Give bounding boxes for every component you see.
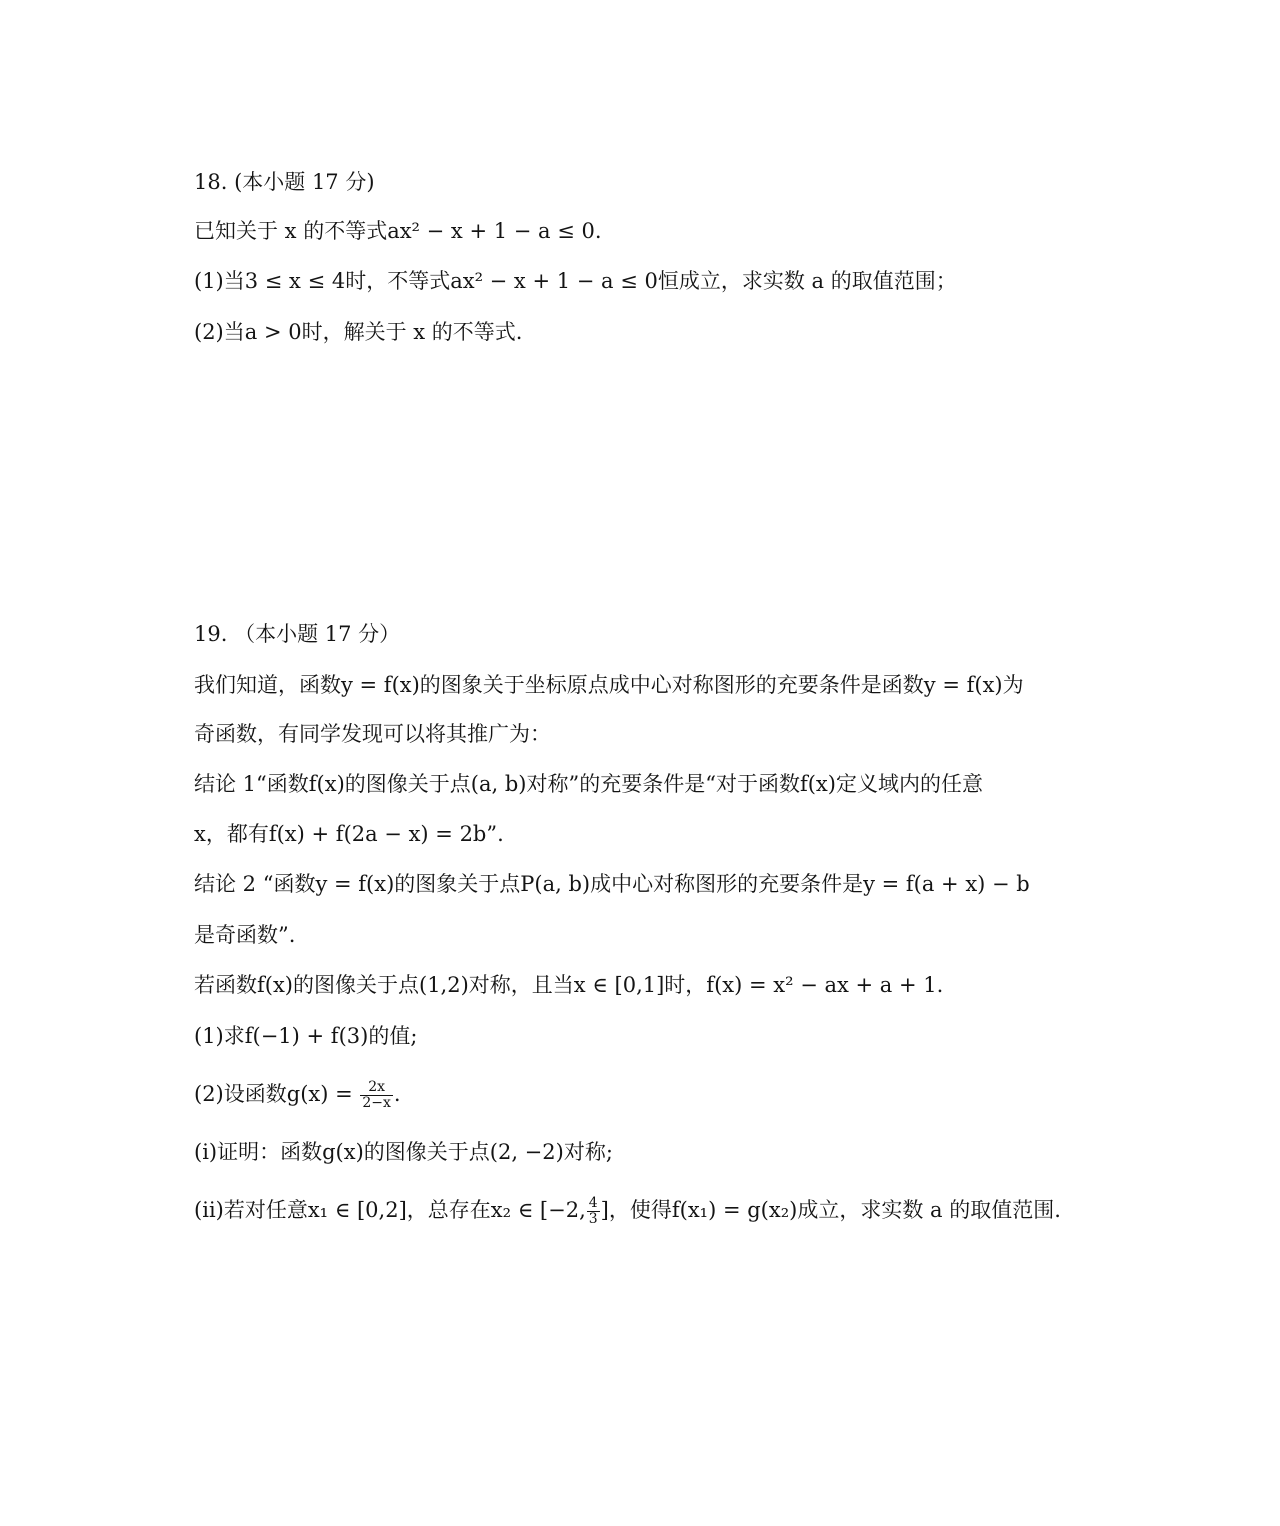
- q19-sub-ii: [194, 1195, 1061, 1227]
- q19-intro-line1: 我们知道，函数y = f(x)的图象关于坐标原点成中心对称图形的充要条件是函数y = f(x)为: [194, 673, 1024, 697]
- q18-header: 18. (本小题 17 分): [194, 170, 375, 194]
- q19-part2-prefix: (2)设函数g(x) =: [194, 1082, 360, 1106]
- q19-part1: (1)求f(−1) + f(3)的值;: [194, 1024, 418, 1048]
- q19-part2: [194, 1079, 401, 1111]
- q19-condition: 若函数f(x)的图像关于点(1,2)对称，且当x ∈ [0,1]时，f(x) = x² − ax + a + 1.: [194, 973, 944, 997]
- q18-part1: (1)当3 ≤ x ≤ 4时，不等式ax² − x + 1 − a ≤ 0恒成立，求实数 a 的取值范围；: [194, 269, 957, 293]
- g-fraction-denominator: 2−x: [362, 1095, 391, 1111]
- q19-conclusion2-line2: 是奇函数”.: [194, 923, 296, 947]
- q19-sub-ii-suffix: ]，使得f(x₁) = g(x₂)成立，求实数 a 的取值范围.: [600, 1198, 1061, 1222]
- q18-part2: (2)当a > 0时，解关于 x 的不等式.: [194, 320, 523, 344]
- q18-stem: 已知关于 x 的不等式ax² − x + 1 − a ≤ 0.: [194, 219, 602, 243]
- q19-sub-ii-prefix: (ⅱ)若对任意x₁ ∈ [0,2]，总存在x₂ ∈ [−2,: [194, 1198, 586, 1222]
- q19-conclusion1-line2: x，都有f(x) + f(2a − x) = 2b”.: [194, 822, 504, 846]
- four-thirds-numerator: 4: [588, 1195, 598, 1211]
- four-thirds-fraction: [587, 1196, 600, 1227]
- q19-header: 19. （本小题 17 分）: [194, 622, 401, 646]
- q19-sub-i: (ⅰ)证明：函数g(x)的图像关于点(2, −2)对称;: [194, 1140, 613, 1164]
- q19-intro-line2: 奇函数，有同学发现可以将其推广为：: [194, 722, 551, 746]
- q19-conclusion2-line1: 结论 2 “函数y = f(x)的图象关于点P(a, b)成中心对称图形的充要条件是y = f(a + x) − b: [194, 872, 1030, 896]
- g-fraction-numerator: 2x: [360, 1080, 393, 1096]
- q19-conclusion1-line1: 结论 1“函数f(x)的图像关于点(a, b)对称”的充要条件是“对于函数f(x)定义域内的任意: [194, 772, 983, 796]
- g-fraction: [360, 1080, 393, 1111]
- four-thirds-denominator: 3: [588, 1211, 598, 1227]
- q19-part2-suffix: .: [393, 1082, 401, 1106]
